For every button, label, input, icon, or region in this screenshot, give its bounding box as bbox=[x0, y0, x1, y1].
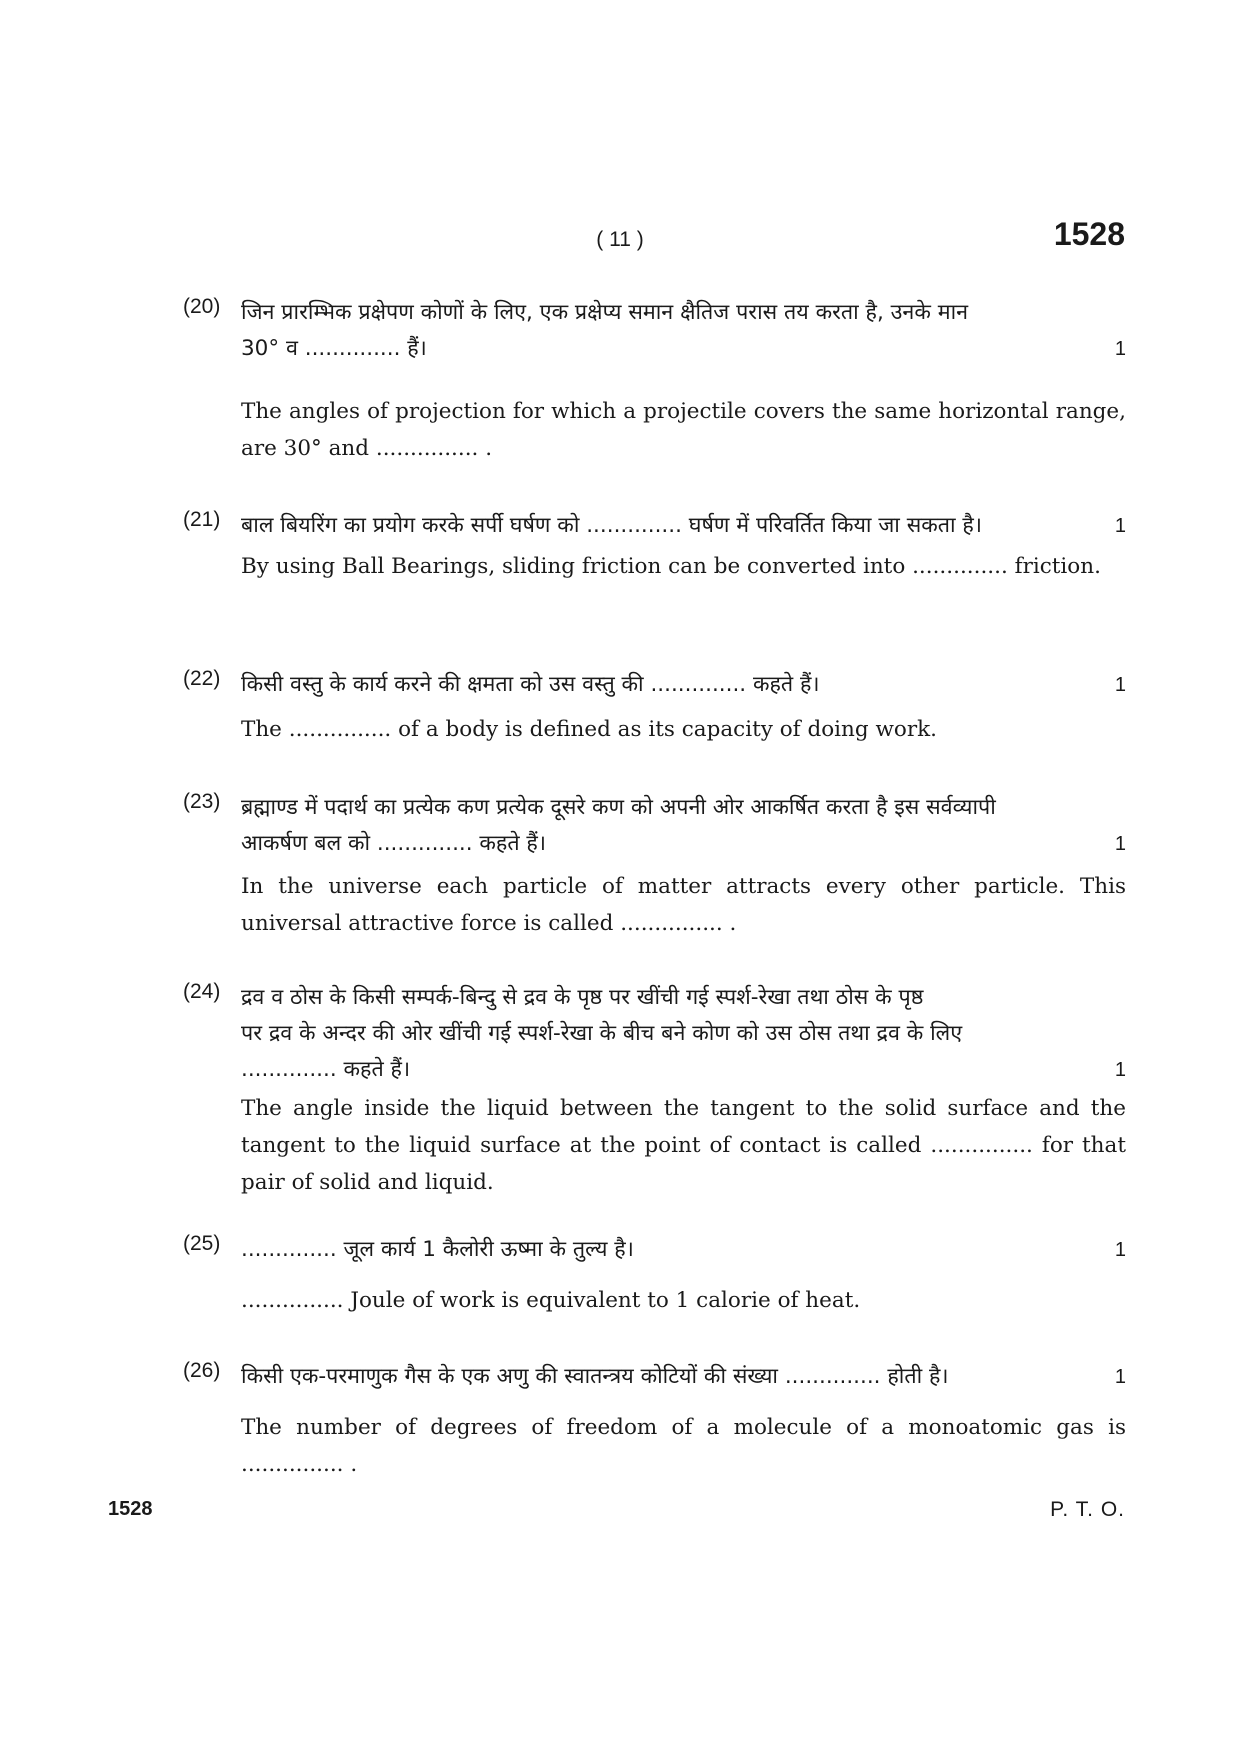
english-text: The angles of projection for which a projectile covers the same horizontal range, are 30° and ............... . bbox=[241, 399, 1126, 461]
question-number: (22) bbox=[183, 667, 221, 690]
hindi-text-line: .............. जूल कार्य 1 कैलोरी ऊष्मा के तुल्य है। bbox=[241, 1237, 634, 1262]
hindi-text-line: जिन प्रारम्भिक प्रक्षेपण कोणों के लिए, एक प्रक्षेप्य समान क्षैतिज परास तय करता है, उनके मान bbox=[241, 300, 969, 325]
english-text: In the universe each particle of matter attracts every other particle. This universal attractive force is called ............... . bbox=[241, 874, 1126, 936]
page-number: ( 11 ) bbox=[596, 228, 644, 251]
hindi-text-line: किसी एक-परमाणुक गैस के एक अणु की स्वातन्त्रय कोटियों की संख्या .............. होती है। bbox=[241, 1364, 949, 1389]
hindi-text-line: द्रव व ठोस के किसी सम्पर्क-बिन्दु से द्रव के पृष्ठ पर खींची गई स्पर्श-रेखा तथा ठोस के पृष्ठ bbox=[241, 985, 924, 1010]
english-text: The ............... of a body is defined as its capacity of doing work. bbox=[241, 717, 937, 742]
hindi-text-line: बाल बियरिंग का प्रयोग करके सर्पी घर्षण को .............. घर्षण में परिवर्तित किया जा सकता है। bbox=[241, 513, 982, 538]
english-text: By using Ball Bearings, sliding friction can be converted into .............. friction. bbox=[241, 554, 1101, 579]
hindi-text-line: .............. कहते हैं। bbox=[241, 1057, 411, 1082]
marks: 1 bbox=[1114, 674, 1126, 696]
please-turn-over: P. T. O. bbox=[1050, 1498, 1125, 1521]
english-text: ............... Joule of work is equivalent to 1 calorie of heat. bbox=[241, 1288, 861, 1313]
question-number: (20) bbox=[183, 295, 221, 318]
hindi-text-line: किसी वस्तु के कार्य करने की क्षमता को उस वस्तु की .............. कहते हैं। bbox=[241, 672, 820, 697]
marks: 1 bbox=[1114, 1059, 1126, 1081]
question-number: (25) bbox=[183, 1232, 221, 1255]
question-number: (23) bbox=[183, 790, 221, 813]
hindi-text-line: 30° व .............. हैं। bbox=[241, 336, 427, 361]
marks: 1 bbox=[1114, 515, 1126, 537]
marks: 1 bbox=[1114, 1366, 1126, 1388]
paper-code-header: 1528 bbox=[1053, 216, 1125, 252]
hindi-text-line: पर द्रव के अन्दर की ओर खींची गई स्पर्श-रेखा के बीच बने कोण को उस ठोस तथा द्रव के लिए bbox=[241, 1021, 963, 1046]
question-number: (21) bbox=[183, 508, 221, 531]
question-number: (24) bbox=[183, 980, 221, 1003]
marks: 1 bbox=[1114, 1239, 1126, 1261]
question-number: (26) bbox=[183, 1359, 221, 1382]
english-text: The number of degrees of freedom of a molecule of a monoatomic gas is ............... . bbox=[241, 1415, 1126, 1477]
marks: 1 bbox=[1114, 338, 1126, 360]
hindi-text-line: ब्रह्माण्ड में पदार्थ का प्रत्येक कण प्रत्येक दूसरे कण को अपनी ओर आकर्षित करता है इस सर्वव्यापी bbox=[241, 795, 996, 820]
marks: 1 bbox=[1114, 833, 1126, 855]
english-text: The angle inside the liquid between the tangent to the solid surface and the tangent to the liquid surface at the point of contact is called ............... for that pair of solid and liquid. bbox=[241, 1096, 1126, 1195]
hindi-text-line: आकर्षण बल को .............. कहते हैं। bbox=[241, 831, 546, 856]
paper-code-footer: 1528 bbox=[108, 1498, 153, 1520]
